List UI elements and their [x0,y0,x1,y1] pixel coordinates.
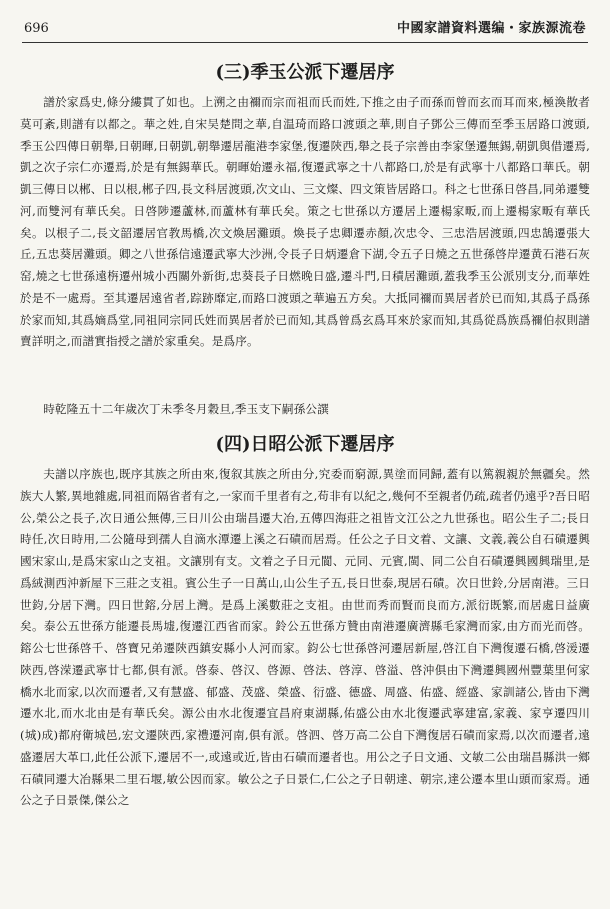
section-title: (三)季玉公派下遷居序 [215,62,395,83]
book-title: 中國家譜資料選编・家族源流卷 [396,21,586,36]
body-paragraph: 譜於家爲史,條分縷貫了如也。上溯之由禰而宗而祖而氏而姓,下推之由子而孫而曾而玄而耳而來,極渙散者莫可紊,則譜有以都之。華之姓,自宋吴楚問之華,自温琦而路口渡頭之華,則自子鄧公三傳而至季玉居路口渡頭,季玉公四傳日朝舉,日朝暉,日朝凱,朝舉遷居龍港李家堡,復遷陝西,舉之長子宗善由李家堡遷無錫,朝凱與借遷焉,凱之次子宗仁亦遷焉,於是有無錫華氏。朝暉始遷永福,復遷武寧之十八都路口,於是有武寧十八都路口華氏。朝凱三傳日以郴、日以根,郴子四,長文科居渡頭,次文山、三文燦、四文策皆居路口。科之七世孫日啓昌,同弟遷雙河,而雙河有華氏矣。日啓陟遷蘆林,而蘆林有華氏矣。策之七世孫以方遷居上遷楊家畈,而上遷楊家畈有華氏矣。以根子二,長文韶遷居官教馬橋,次文煥居灘頭。煥長子忠卿遷赤顏,次忠令、三忠浩居渡頭,四忠鵠遷張大丘,五忠葵居灘頭。卿之八世孫信遠遷武寧大沙洲,令長子日炳遷倉下湖,令五子日燒之五世孫啓岸遷黄石港石灰窑,燒之七世孫遠栴遷州城小西關外新街,忠葵長子日燃晚日盛,遷斗門,日積居灘頭,蓋我季玉公派別支分,而華姓於是不一處焉。至其遷居遠省者,踪跡靡定,而路口渡頭之華遍五方矣。大抵同禰而異居者於已而知,其爲子爲孫於家而知,其爲嫡爲堂,同祖同宗同氏姓而異居者於已而知,其爲曾爲玄爲耳來於家而知,其爲從爲族爲禰伯叔則譜賣詳明之,而譜實指授之譜於家重矣。是爲序。 [20,95,590,349]
page-header [22,16,588,43]
body-paragraph: 夫譜以序族也,既序其族之所由來,復叙其族之所由分,究委而窮源,異塗而同歸,蓋有以篤親親於無疆矣。然族大人繁,異地雜處,同祖而隔省者有之,一家而千里者有之,苟非有以紀之,幾何不至親者仍疏,疏者仍遠乎?吾日昭公,榮公之長子,次日通公無傳,三日川公由瑞昌遷大冶,五傳四海莊之祖皆文江公之九世孫也。昭公生子二;長日時任,次日時用,二公隨母到孺人自滴水潭遷上溪之石磧而居焉。任公之子日文着、文讓、文義,義公自石磧遷興國宋家山,是爲宋家山之支祖。文讓別有支。文着之子日元閬、元同、元賓,閩、同二公自石磧遷興國興瑞里,是爲絨測西沖新屋下三莊之支祖。賓公生子一日萬山,山公生子五,長日世泰,現居石磧。次日世鈴,分居南港。三日世鈞,分居下灣。四日世鎔,分居上灣。是爲上溪數莊之支祖。由世而秀而賢而良而方,派衍既繁,而居處日益廣矣。泰公五世孫方能遷長馬墟,復遷江西省而家。鈴公五世孫方贊由南港遷廣濟縣毛家灣而家,由方而光而啓。鎔公七世孫啓千、啓寶兄弟遷陝西鎮安縣小人河而家。鈞公七世孫啓河遷居新屋,啓江自下灣復遷石橋,啓湲遷陝西,啓溁遷武寧廿七都,俱有派。啓泰、啓汉、啓源、啓法、啓淳、啓溢、啓沖俱由下灣遷興國州豐葉里何家橋水北而家,以次而遷者,又有慧盛、郁盛、茂盛、榮盛、衍盛、德盛、周盛、佑盛、經盛、家訓諸公,皆由下灣遷水北,而水北由是有華氏矣。源公由水北復遷宜昌府東湖縣,佑盛公由水北復遷武寧建富,家義、家亨遷四川(城)成)都府衛城邑,宏文遷陝西,家禮遷河南,俱有派。啓泗、啓万高二公自下灣復居石磧而家焉,以次而遷者,遠盛遷居大革口,此任公派下,遷居不一,或遠或近,皆由石磧而遷者也。用公之子日文通、文敏二公由瑞昌縣洪一鄉石磧同遷大冶縣果二里石堰,敏公因而家。敏公之子日景仁,仁公之子日朝達、朝宗,達公遷本里山頭而家焉。通公之子日景傑,傑公之 [20,467,590,808]
date-signature-line: 時乾隆五十二年歲次丁未季冬月穀旦,季玉支下嗣孫公譔 [43,402,329,416]
section-title: (四)日昭公派下遷居序 [215,434,395,455]
page-number: 696 [24,21,49,36]
